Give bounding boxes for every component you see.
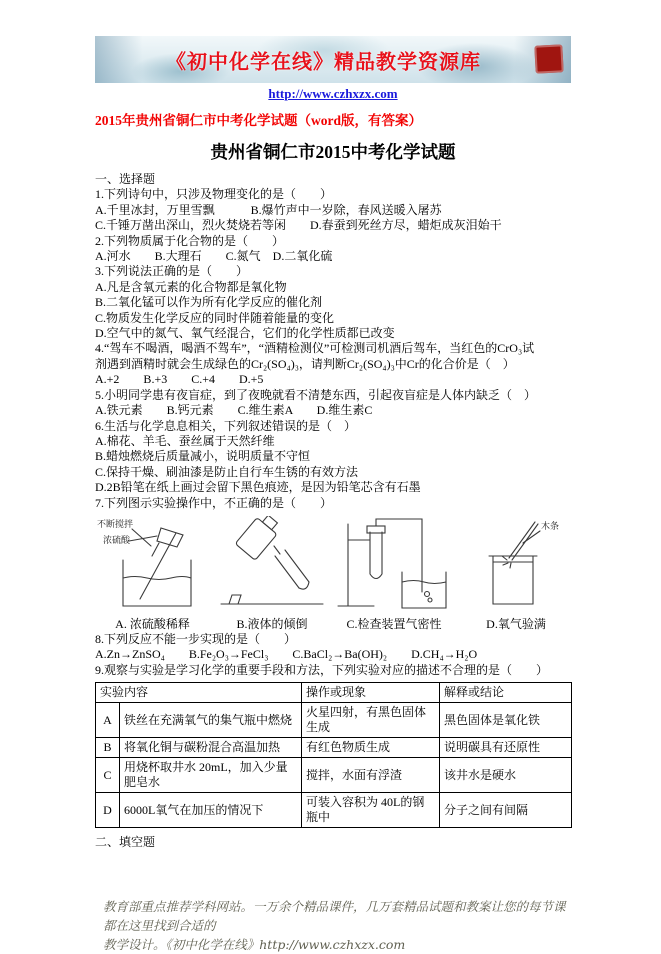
row-a-letter: A bbox=[96, 703, 120, 738]
page-content bbox=[95, 0, 571, 954]
table-header-conclusion: 解释或结论 bbox=[440, 683, 572, 703]
row-d-conclusion: 分子之间有间隔 bbox=[440, 793, 572, 828]
table-header-content: 实验内容 bbox=[96, 683, 302, 703]
question-6-option-a: A.棉花、羊毛、蚕丝属于天然纤维 bbox=[95, 433, 275, 448]
section-choice-heading: 一、选择题 bbox=[95, 172, 156, 186]
row-b-conclusion: 说明碳具有还原性 bbox=[440, 738, 572, 758]
figure-a-label-acid: 浓硫酸 bbox=[103, 534, 131, 545]
row-a-content: 铁丝在充满氧气的集气瓶中燃烧 bbox=[120, 703, 302, 738]
question-8-options: A.Zn→ZnSO₄ B.Fe₂O₃→FeCl₃ C.BaCl₂→Ba(OH)₂ D.CH₄→H₂O bbox=[95, 647, 478, 662]
question-6-option-b: B.蜡烛燃烧后质量减小，说明质量不守恒 bbox=[95, 449, 311, 464]
question-5-options: A.铁元素 B.钙元素 C.维生素A D.维生素C bbox=[95, 403, 373, 418]
footer-line-2: 教学设计。《初中化学在线》http://www.czhxzx.com bbox=[103, 936, 406, 952]
figure-check-airtightness bbox=[334, 516, 454, 632]
table-row-a bbox=[96, 703, 572, 738]
table-row-d bbox=[96, 793, 572, 828]
document-red-title: 2015年贵州省铜仁市中考化学试题（word版，有答案） bbox=[95, 113, 422, 128]
footer-line-1: 教育部重点推荐学科网站。一万余个精品课件，几万套精品试题和教案让您的每节课都在这里找到合适的 bbox=[103, 898, 566, 933]
question-4-options: A.+2 B.+3 C.+4 D.+5 bbox=[95, 372, 264, 387]
question-1-options-ab: A.千里冰封，万里雪飘 B.爆竹声中一岁除，春风送暖入屠苏 bbox=[95, 202, 442, 217]
table-header-phenomenon: 操作或现象 bbox=[302, 683, 440, 703]
question-2-options: A.河水 B.大理石 C.氮气 D.二氧化硫 bbox=[95, 249, 333, 264]
footer-promo-text bbox=[103, 897, 573, 954]
figure-d-label-splint: 木条 bbox=[541, 520, 560, 531]
question-4-stem-line2: 剂遇到酒精时就会生成绿色的Cr₂(SO₄)₃，请判断Cr₂(SO₄)₃中Cr的化合价是（ ） bbox=[95, 356, 515, 371]
question-1-stem: 1.下列诗句中，只涉及物理变化的是（ ） bbox=[95, 187, 333, 202]
question-7-stem: 7.下列图示实验操作中，不正确的是（ ） bbox=[95, 495, 333, 510]
page-title: 贵州省铜仁市2015中考化学试题 bbox=[210, 142, 456, 162]
banner-title: 《初中化学在线》精品教学资源库 bbox=[165, 51, 481, 73]
table-header-row bbox=[96, 683, 572, 703]
site-banner-image bbox=[95, 36, 571, 83]
question-9-stem: 9.观察与实验是学习化学的重要手段和方法，下列实验对应的描述不合理的是（ ） bbox=[95, 662, 549, 677]
oxygen-test-diagram-icon bbox=[461, 516, 571, 614]
question-4-stem-line1: 4.“驾车不喝酒，喝酒不驾车”，“酒精检测仪”可检测司机酒后驾车，当红色的CrO₃试 bbox=[95, 341, 535, 356]
row-d-phenomenon: 可装入容积为 40L的钢瓶中 bbox=[302, 793, 440, 828]
question-6-option-c: C.保持干燥、刷油漆是防止自行车生锈的有效方法 bbox=[95, 464, 359, 479]
question-7-figures bbox=[95, 516, 571, 632]
question-2-stem: 2.下列物质属于化合物的是（ ） bbox=[95, 233, 285, 248]
row-d-letter: D bbox=[96, 793, 120, 828]
figure-b-caption: B.液体的倾倒 bbox=[236, 616, 308, 631]
figure-c-caption: C.检查装置气密性 bbox=[346, 616, 442, 631]
question-9-table bbox=[95, 682, 572, 828]
row-c-phenomenon: 搅拌，水面有浮渣 bbox=[302, 758, 440, 793]
row-c-letter: C bbox=[96, 758, 120, 793]
beaker-dilution-diagram-icon bbox=[95, 516, 210, 614]
row-a-conclusion: 黑色固体是氧化铁 bbox=[440, 703, 572, 738]
row-b-content: 将氧化铜与碳粉混合高温加热 bbox=[120, 738, 302, 758]
question-1-options-cd: C.千锤万凿出深山，烈火焚烧若等闲 D.春蚕到死丝方尽，蜡炬成灰泪始干 bbox=[95, 218, 502, 233]
pouring-liquid-diagram-icon bbox=[217, 516, 327, 614]
site-url-link[interactable]: http://www.czhxzx.com bbox=[268, 86, 398, 101]
airtightness-diagram-icon bbox=[334, 516, 454, 614]
question-3-option-d: D.空气中的氮气、氧气经混合，它们的化学性质都已改变 bbox=[95, 326, 395, 341]
section-fill-heading: 二、填空题 bbox=[95, 835, 156, 850]
question-3-stem: 3.下列说法正确的是（ ） bbox=[95, 264, 249, 279]
banner-url-line bbox=[95, 85, 571, 103]
row-c-content: 用烧杯取井水 20mL，加入少量肥皂水 bbox=[120, 758, 302, 793]
row-b-letter: B bbox=[96, 738, 120, 758]
row-b-phenomenon: 有红色物质生成 bbox=[302, 738, 440, 758]
figure-oxygen-full-test bbox=[461, 516, 571, 632]
table-row-c bbox=[96, 758, 572, 793]
table-row-b bbox=[96, 738, 572, 758]
question-6-stem: 6.生活与化学息息相关，下列叙述错误的是（ ） bbox=[95, 418, 357, 433]
question-3-option-a: A.凡是含氧元素的化合物都是氧化物 bbox=[95, 279, 287, 294]
question-5-stem: 5.小明同学患有夜盲症，到了夜晚就看不清楚东西，引起夜盲症是人体内缺乏（ ） bbox=[95, 387, 537, 402]
row-a-phenomenon: 火星四射，有黑色固体生成 bbox=[302, 703, 440, 738]
question-6-option-d: D.2B铅笔在纸上画过会留下黑色痕迹，是因为铅笔芯含有石墨 bbox=[95, 480, 421, 495]
question-3-option-c: C.物质发生化学反应的同时伴随着能量的变化 bbox=[95, 310, 335, 325]
question-8-stem: 8.下列反应不能一步实现的是（ ） bbox=[95, 631, 297, 646]
row-c-conclusion: 该井水是硬水 bbox=[440, 758, 572, 793]
row-d-content: 6000L氧气在加压的情况下 bbox=[120, 793, 302, 828]
figure-d-caption: D.氧气验满 bbox=[486, 616, 546, 631]
figure-a-caption: A. 浓硫酸稀释 bbox=[115, 616, 190, 631]
figure-pouring-liquid bbox=[217, 516, 327, 632]
red-seal-icon bbox=[534, 44, 563, 73]
figure-dilute-sulfuric-acid bbox=[95, 516, 210, 632]
figure-a-label-stir: 不断搅拌 bbox=[97, 518, 134, 529]
question-3-option-b: B.二氧化锰可以作为所有化学反应的催化剂 bbox=[95, 295, 323, 310]
